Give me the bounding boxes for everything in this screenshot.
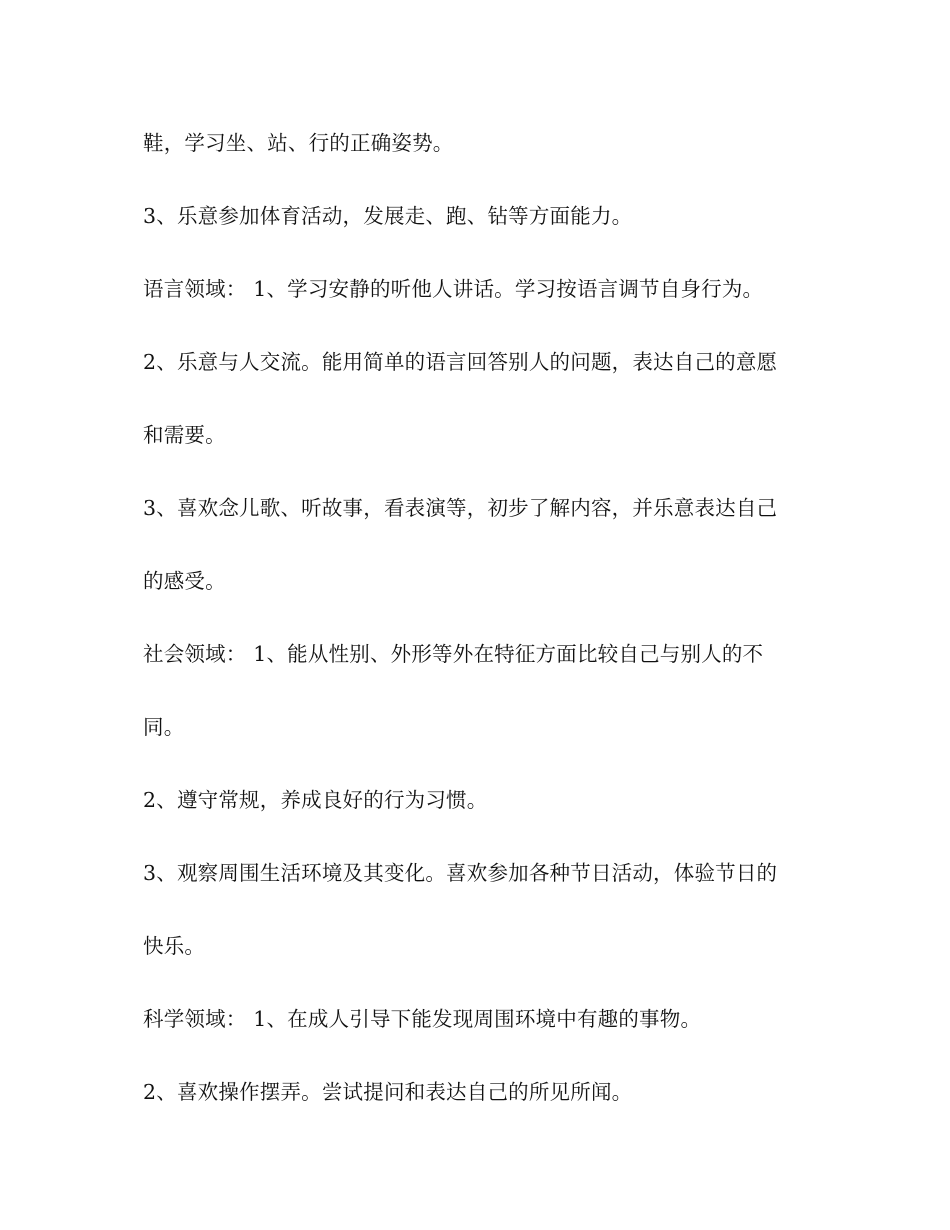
text-line: 3、乐意参加体育活动，发展走、跑、钻等方面能力。 — [143, 204, 633, 228]
text-line: 同。 — [143, 715, 185, 739]
text-line: 2、乐意与人交流。能用简单的语言回答别人的问题，表达自己的意愿 — [143, 350, 778, 374]
text-line: 的感受。 — [143, 569, 226, 593]
text-line: 3、观察周围生活环境及其变化。喜欢参加各种节日活动，体验节日的 — [143, 861, 778, 885]
text-line: 科学领域： 1、在成人引导下能发现周围环境中有趣的事物。 — [143, 1007, 702, 1031]
text-line: 2、遵守常规，养成良好的行为习惯。 — [143, 788, 488, 812]
text-line: 社会领域： 1、能从性别、外形等外在特征方面比较自己与别人的不 — [143, 642, 764, 666]
text-line: 和需要。 — [143, 423, 226, 447]
text-line: 语言领域： 1、学习安静的听他人讲话。学习按语言调节自身行为。 — [143, 277, 764, 301]
text-line: 2、喜欢操作摆弄。尝试提问和表达自己的所见所闻。 — [143, 1080, 633, 1104]
text-line: 鞋，学习坐、站、行的正确姿势。 — [143, 131, 454, 155]
text-line: 3、喜欢念儿歌、听故事，看表演等，初步了解内容，并乐意表达自己 — [143, 496, 778, 520]
text-line: 快乐。 — [143, 934, 206, 958]
